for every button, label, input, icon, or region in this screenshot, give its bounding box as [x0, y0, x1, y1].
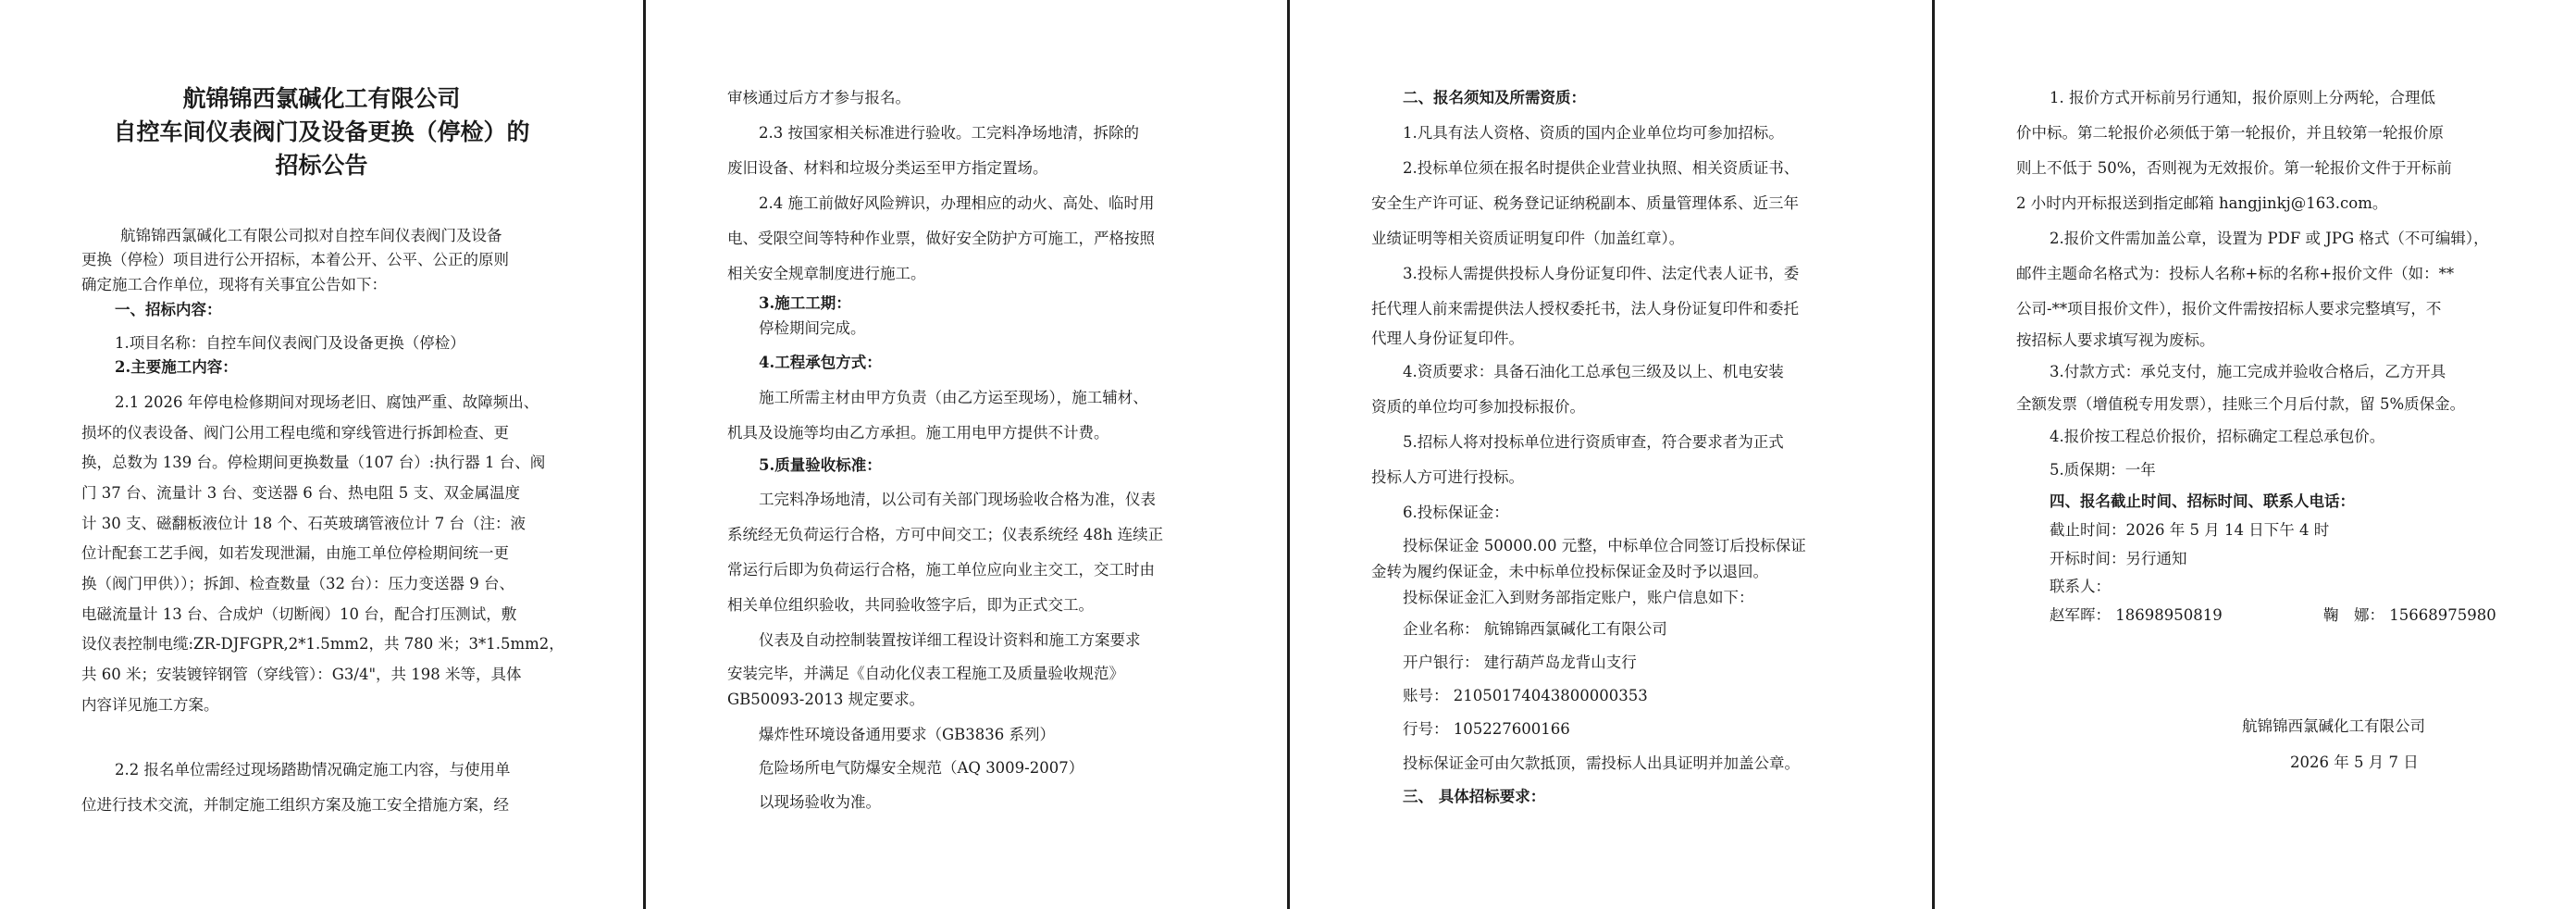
construction-period-heading: 3.施工工期：: [759, 294, 851, 312]
body-line: 2.1 2026 年停电检修期间对现场老旧、腐蚀严重、故障频出、: [115, 393, 539, 411]
contract-mode-heading: 4.工程承包方式：: [759, 354, 882, 371]
body-line: 投标人方可进行投标。: [1371, 468, 1524, 486]
acceptance-standard-heading: 5.质量验收标准：: [759, 456, 882, 474]
body-line: 则上不低于 50%，否则视为无效报价。第一轮报价文件于开标前: [2016, 159, 2452, 177]
title-line-2: 自控车间仪表阀门及设备更换（停检）的: [113, 118, 530, 145]
body-line: 以现场验收为准。: [759, 793, 881, 811]
body-line: 金转为履约保证金，未中标单位投标保证金及时予以退回。: [1371, 563, 1768, 580]
body-line: 相关安全规章制度进行施工。: [727, 265, 926, 282]
contact-label: 联系人：: [2050, 578, 2111, 595]
signature-company: 航锦锦西氯碱化工有限公司: [2242, 717, 2425, 735]
body-line: 2.4 施工前做好风险辨识，办理相应的动火、高处、临时用: [759, 194, 1155, 212]
standard-line: 爆炸性环境设备通用要求（GB3836 系列）: [759, 726, 1056, 743]
body-line: 停检期间完成。: [759, 319, 866, 337]
body-line: 审核通过后方才参与报名。: [727, 89, 910, 106]
document-page-4: [1935, 0, 2576, 909]
body-line: 计 30 支、磁翻板液位计 18 个、石英玻璃管液位计 7 台（注：液: [81, 515, 526, 532]
body-line: 2.3 按国家相关标准进行验收。工完料净场地清，拆除的: [759, 124, 1139, 142]
opening-time-line: 开标时间：另行通知: [2050, 550, 2187, 567]
body-line: 公司-**项目报价文件），报价文件需按招标人要求完整填写，不: [2016, 300, 2442, 318]
body-line: 位计配套工艺手阀，如若发现泄漏，由施工单位停检期间统一更: [81, 544, 509, 562]
body-line: 安全生产许可证、税务登记证纳税副本、质量管理体系、近三年: [1371, 194, 1799, 212]
body-line: 损坏的仪表设备、阀门公用工程电缆和穿线管进行拆卸检查、更: [81, 424, 509, 442]
bank-code-line: 行号： 105227600166: [1403, 720, 1570, 738]
section-heading-2: 二、报名须知及所需资质：: [1403, 89, 1586, 106]
body-line: 废旧设备、材料和垃圾分类运至甲方指定置场。: [727, 159, 1048, 177]
document-page-1: [0, 0, 643, 909]
body-line: 共 60 米；安装镀锌钢管（穿线管）：G3/4"，共 198 米等，具体: [81, 666, 522, 683]
body-line: 安装完毕，并满足《自动化仪表工程施工及质量验收规范》: [727, 665, 1124, 682]
body-line: 常运行后即为负荷运行合格，施工单位应向业主交工，交工时由: [727, 561, 1155, 579]
body-line: 换（阀门甲供））；拆卸、检查数量（32 台）：压力变送器 9 台、: [81, 575, 514, 592]
body-line: 全额发票（增值税专用发票），挂账三个月后付款，留 5%质保金。: [2016, 395, 2466, 413]
document-page-2: [646, 0, 1287, 909]
body-line: 设仪表控制电缆:ZR-DJFGPR,2*1.5mm2，共 780 米；3*1.5mm2，: [81, 635, 564, 653]
body-line: 3.投标人需提供投标人身份证复印件、法定代表人证书，委: [1403, 265, 1800, 282]
body-line: 门 37 台、流量计 3 台、变送器 6 台、热电阻 5 支、双金属温度: [81, 484, 520, 502]
body-line: 2.2 报名单位需经过现场踏勘情况确定施工内容，与使用单: [115, 761, 511, 778]
project-name-line: 1.项目名称：自控车间仪表阀门及设备更换（停检）: [115, 334, 465, 352]
title-line-3: 招标公告: [275, 152, 368, 179]
body-line: 投标保证金可由欠款抵顶，需投标人出具证明并加盖公章。: [1403, 754, 1800, 772]
body-line: 2.投标单位须在报名时提供企业营业执照、相关资质证书、: [1403, 159, 1800, 177]
body-line: 电、受限空间等特种作业票，做好安全防护方可施工，严格按照: [727, 230, 1155, 247]
body-line: 托代理人前来需提供法人授权委托书，法人身份证复印件和委托: [1371, 300, 1799, 318]
body-line: 换，总数为 139 台。停检期间更换数量（107 台）:执行器 1 台、阀: [81, 454, 546, 471]
section-heading-1: 一、招标内容：: [115, 301, 222, 318]
body-line: 电磁流量计 13 台、合成炉（切断阀）10 台，配合打压测试，敷: [81, 605, 517, 623]
standard-line: 危险场所电气防爆安全规范（AQ 3009-2007）: [759, 759, 1084, 777]
body-line: 投标保证金 50000.00 元整，中标单位合同签订后投标保证: [1403, 537, 1806, 554]
body-line: 业绩证明等相关资质证明复印件（加盖红章）。: [1371, 230, 1685, 247]
intro-line-1: 航锦锦西氯碱化工有限公司拟对自控车间仪表阀门及设备: [120, 227, 502, 244]
warranty-line: 5.质保期：一年: [2050, 461, 2156, 479]
title-line-1: 航锦锦西氯碱化工有限公司: [182, 85, 461, 112]
section-heading-4: 四、报名截止时间、招标时间、联系人电话：: [2050, 492, 2355, 510]
body-line: 3.付款方式：承兑支付，施工完成并验收合格后，乙方开具: [2050, 363, 2446, 380]
body-line: 施工所需主材由甲方负责（由乙方运至现场），施工辅材、: [759, 389, 1148, 406]
body-line: 按招标人要求填写视为废标。: [2016, 331, 2215, 349]
body-line: 代理人身份证复印件。: [1371, 330, 1524, 347]
body-line: 位进行技术交流，并制定施工组织方案及施工安全措施方案，经: [81, 796, 509, 814]
signature-date: 2026 年 5 月 7 日: [2290, 753, 2419, 771]
body-line: 相关单位组织验收，共同验收签字后，即为正式交工。: [727, 596, 1094, 614]
body-line: 内容详见施工方案。: [81, 696, 219, 714]
body-line: 投标保证金汇入到财务部指定账户，账户信息如下：: [1403, 589, 1754, 606]
body-line: 邮件主题命名格式为：投标人名称+标的名称+报价文件（如：**: [2016, 265, 2455, 282]
body-line: 价中标。第二轮报价必须低于第一轮报价，并且较第一轮报价原: [2016, 124, 2444, 142]
company-name-line: 企业名称： 航锦锦西氯碱化工有限公司: [1403, 620, 1667, 638]
body-line: 系统经无负荷运行合格，方可中间交工；仪表系统经 48h 连续正: [727, 526, 1164, 543]
account-number-line: 账号： 21050174043800000353: [1403, 687, 1648, 704]
bank-line: 开户银行： 建行葫芦岛龙背山支行: [1403, 654, 1637, 671]
body-line: 2.报价文件需加盖公章，设置为 PDF 或 JPG 格式（不可编辑），: [2050, 230, 2489, 247]
intro-line-3: 确定施工合作单位，现将有关事宜公告如下：: [81, 276, 387, 293]
document-page-3: [1290, 0, 1932, 909]
intro-line-2: 更换（停检）项目进行公开招标，本着公开、公平、公正的原则: [81, 251, 509, 268]
body-line: 资质的单位均可参加投标报价。: [1371, 398, 1585, 416]
body-line: 1. 报价方式开标前另行通知，报价原则上分两轮，合理低: [2050, 89, 2435, 106]
main-content-heading: 2.主要施工内容：: [115, 358, 238, 376]
body-line: 仪表及自动控制装置按详细工程设计资料和施工方案要求: [759, 631, 1141, 649]
body-line: 1.凡具有法人资格、资质的国内企业单位均可参加招标。: [1403, 124, 1784, 142]
body-line: GB50093-2013 规定要求。: [727, 691, 925, 708]
section-heading-3: 三、 具体招标要求：: [1403, 788, 1546, 805]
deadline-line: 截止时间：2026 年 5 月 14 日下午 4 时: [2050, 521, 2330, 539]
contact-zhao: 赵军晖： 18698950819: [2050, 606, 2223, 624]
body-line: 2 小时内开标报送到指定邮箱 hangjinkj@163.com。: [2016, 194, 2388, 212]
body-line: 工完料净场地清，以公司有关部门现场验收合格为准，仪表: [759, 491, 1156, 508]
bid-bond-heading: 6.投标保证金：: [1403, 504, 1509, 521]
body-line: 4.资质要求：具备石油化工总承包三级及以上、机电安装: [1403, 363, 1784, 380]
body-line: 机具及设施等均由乙方承担。施工用电甲方提供不计费。: [727, 424, 1109, 442]
contact-ju: 鞠 娜： 15668975980: [2323, 606, 2496, 624]
body-line: 5.招标人将对投标单位进行资质审查，符合要求者为正式: [1403, 433, 1784, 451]
body-line: 4.报价按工程总价报价，招标确定工程总承包价。: [2050, 428, 2385, 445]
